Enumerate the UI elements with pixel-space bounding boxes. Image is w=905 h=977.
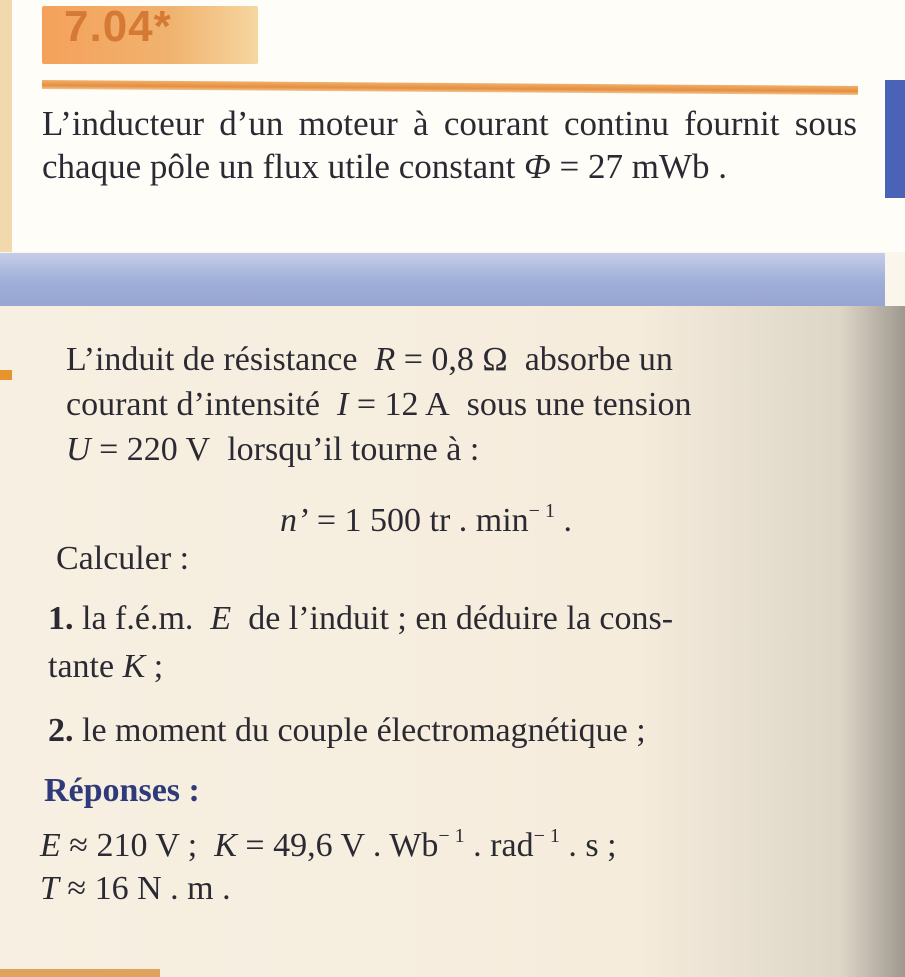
ans-var-k: K bbox=[214, 827, 237, 864]
blue-divider-band bbox=[0, 253, 885, 306]
ans-var-t: T bbox=[40, 870, 59, 907]
answer-line-2 bbox=[40, 870, 231, 908]
phi-symbol: Φ bbox=[524, 147, 551, 186]
orange-rule bbox=[42, 80, 858, 95]
q1-text-c: tante bbox=[48, 648, 115, 685]
question-1-line-2 bbox=[48, 648, 163, 686]
left-color-strip bbox=[0, 0, 12, 252]
induit-text-1: L’induit de résistance bbox=[66, 341, 358, 378]
induit-text-2b: sous une tension bbox=[466, 386, 692, 423]
speed-value: = 1 500 tr . min bbox=[316, 502, 529, 539]
bottom-orange-strip bbox=[0, 969, 160, 977]
speed-equation bbox=[280, 500, 572, 540]
speed-exponent: − 1 bbox=[528, 500, 555, 522]
var-i: I bbox=[336, 386, 349, 423]
answers-heading bbox=[44, 772, 200, 810]
blue-edge-tab bbox=[885, 80, 905, 198]
q1-text-a: la f.é.m. bbox=[82, 600, 194, 637]
ans-e-value: ≈ 210 V ; bbox=[69, 827, 198, 864]
phi-value: = 27 mWb . bbox=[559, 147, 727, 186]
orange-margin-tick bbox=[0, 370, 12, 380]
question-2 bbox=[48, 712, 646, 750]
ans-k-end: . s ; bbox=[568, 827, 617, 864]
current-value: = 12 A bbox=[356, 386, 450, 423]
var-n: n’ bbox=[280, 502, 309, 539]
var-r: R bbox=[374, 341, 396, 378]
ans-t-value: ≈ 16 N . m . bbox=[67, 870, 231, 907]
induit-line-2 bbox=[66, 383, 691, 426]
ans-k-exp-2: − 1 bbox=[533, 825, 560, 847]
ans-k-value: = 49,6 V . Wb bbox=[245, 827, 439, 864]
exercise-number: 7.04* bbox=[64, 2, 172, 51]
questions-heading bbox=[56, 540, 189, 578]
var-u: U bbox=[66, 431, 91, 468]
var-e: E bbox=[210, 600, 232, 637]
induit-text-1b: absorbe un bbox=[524, 341, 673, 378]
q1-number: 1. bbox=[48, 600, 74, 637]
intro-text: L’inducteur d’un moteur à courant continu fournit sous chaque pôle un flux utile constant bbox=[42, 104, 857, 186]
exercise-header-panel bbox=[0, 0, 905, 252]
voltage-value: = 220 V bbox=[99, 431, 211, 468]
q2-number: 2. bbox=[48, 712, 74, 749]
q1-semicolon: ; bbox=[153, 648, 164, 685]
ans-k-exp-1: − 1 bbox=[438, 825, 465, 847]
resistance-value: = 0,8 Ω bbox=[403, 341, 508, 378]
answer-line-1 bbox=[40, 825, 617, 865]
question-1-line-1 bbox=[48, 600, 673, 638]
reponses-label: Réponses : bbox=[44, 772, 200, 809]
induit-line-3 bbox=[66, 428, 479, 471]
intro-paragraph bbox=[42, 102, 857, 188]
q2-text: le moment du couple électromagnétique ; bbox=[82, 712, 646, 749]
calculer-label: Calculer : bbox=[56, 540, 190, 577]
induit-text-2: courant d’intensité bbox=[66, 386, 320, 423]
speed-period: . bbox=[563, 502, 572, 539]
q1-text-b: de l’induit ; en déduire la cons- bbox=[248, 600, 674, 637]
exercise-number-badge bbox=[42, 2, 258, 64]
induit-line-1 bbox=[66, 338, 673, 381]
ans-k-rad: . rad bbox=[473, 827, 534, 864]
var-k: K bbox=[122, 648, 146, 685]
induit-text-3: lorsqu’il tourne à : bbox=[227, 431, 480, 468]
ans-var-e: E bbox=[40, 827, 61, 864]
